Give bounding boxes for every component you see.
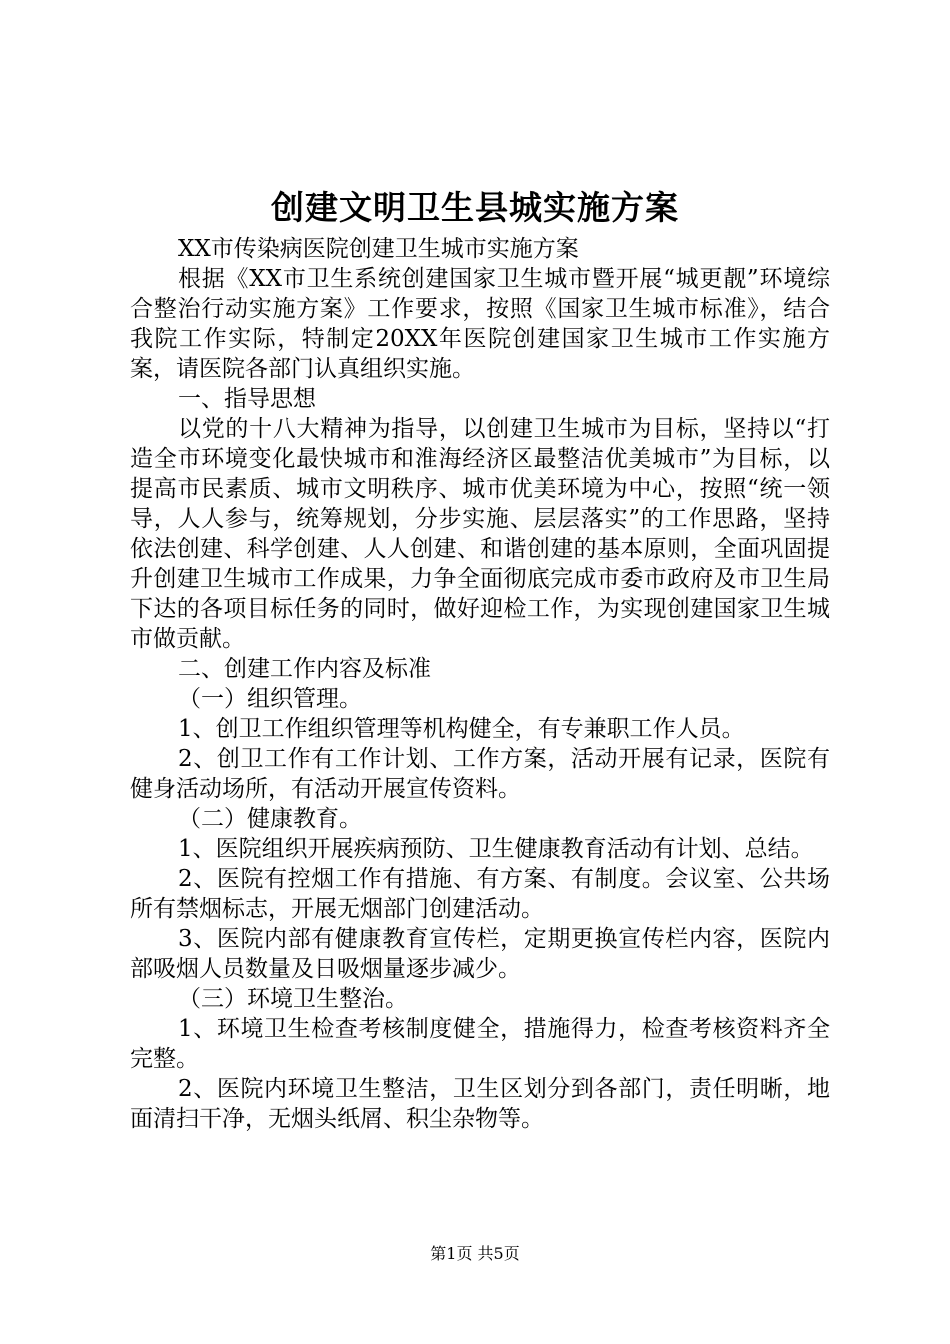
list-item: 1、医院组织开展疾病预防、卫生健康教育活动有计划、总结。 bbox=[178, 836, 814, 862]
subsection-heading-organization: （一）组织管理。 bbox=[178, 686, 362, 712]
section-heading-guiding-thought: 一、指导思想 bbox=[178, 386, 316, 412]
subsection-heading-environment: （三）环境卫生整治。 bbox=[178, 986, 408, 1012]
list-item: 2、医院有控烟工作有措施、有方案、有制度。会议室、公共场所有禁烟标志，开展无烟部门创建活动。 bbox=[130, 866, 830, 922]
list-item: 1、环境卫生检查考核制度健全，措施得力，检查考核资料齐全完整。 bbox=[130, 1016, 830, 1072]
subsection-heading-health-education: （二）健康教育。 bbox=[178, 806, 362, 832]
list-item: 2、创卫工作有工作计划、工作方案，活动开展有记录，医院有健身活动场所，有活动开展宣传资料。 bbox=[130, 746, 830, 802]
paragraph-subtitle: XX市传染病医院创建卫生城市实施方案 bbox=[178, 236, 579, 262]
list-item: 2、医院内环境卫生整洁，卫生区划分到各部门，责任明晰，地面清扫干净，无烟头纸屑、积尘杂物等。 bbox=[130, 1076, 830, 1132]
paragraph-intro: 根据《XX市卫生系统创建国家卫生城市暨开展“城更靓”环境综合整治行动实施方案》工作要求，按照《国家卫生城市标准》，结合我院工作实际，特制定20XX年医院创建国家卫生城市工作实施方案，请医院各部门认真组织实施。 bbox=[130, 266, 830, 382]
document-title: 创建文明卫生县城实施方案 bbox=[271, 188, 679, 227]
list-item: 3、医院内部有健康教育宣传栏，定期更换宣传栏内容，医院内部吸烟人员数量及日吸烟量逐步减少。 bbox=[130, 926, 830, 982]
page-number: 第1页 共5页 bbox=[430, 1244, 520, 1263]
list-item: 1、创卫工作组织管理等机构健全，有专兼职工作人员。 bbox=[178, 716, 745, 742]
document-body bbox=[130, 234, 830, 1134]
section-heading-content-standards: 二、创建工作内容及标准 bbox=[178, 656, 431, 682]
paragraph-guiding-thought: 以党的十八大精神为指导，以创建卫生城市为目标，坚持以“打造全市环境变化最快城市和淮海经济区最整洁优美城市”为目标，以提高市民素质、城市文明秩序、城市优美环境为中心，按照“统一领导，人人参与，统筹规划，分步实施、层层落实”的工作思路，坚持依法创建、科学创建、人人创建、和谐创建的基本原则，全面巩固提升创建卫生城市工作成果，力争全面彻底完成市委市政府及市卫生局下达的各项目标任务的同时，做好迎检工作，为实现创建国家卫生城市做贡献。 bbox=[130, 416, 830, 652]
